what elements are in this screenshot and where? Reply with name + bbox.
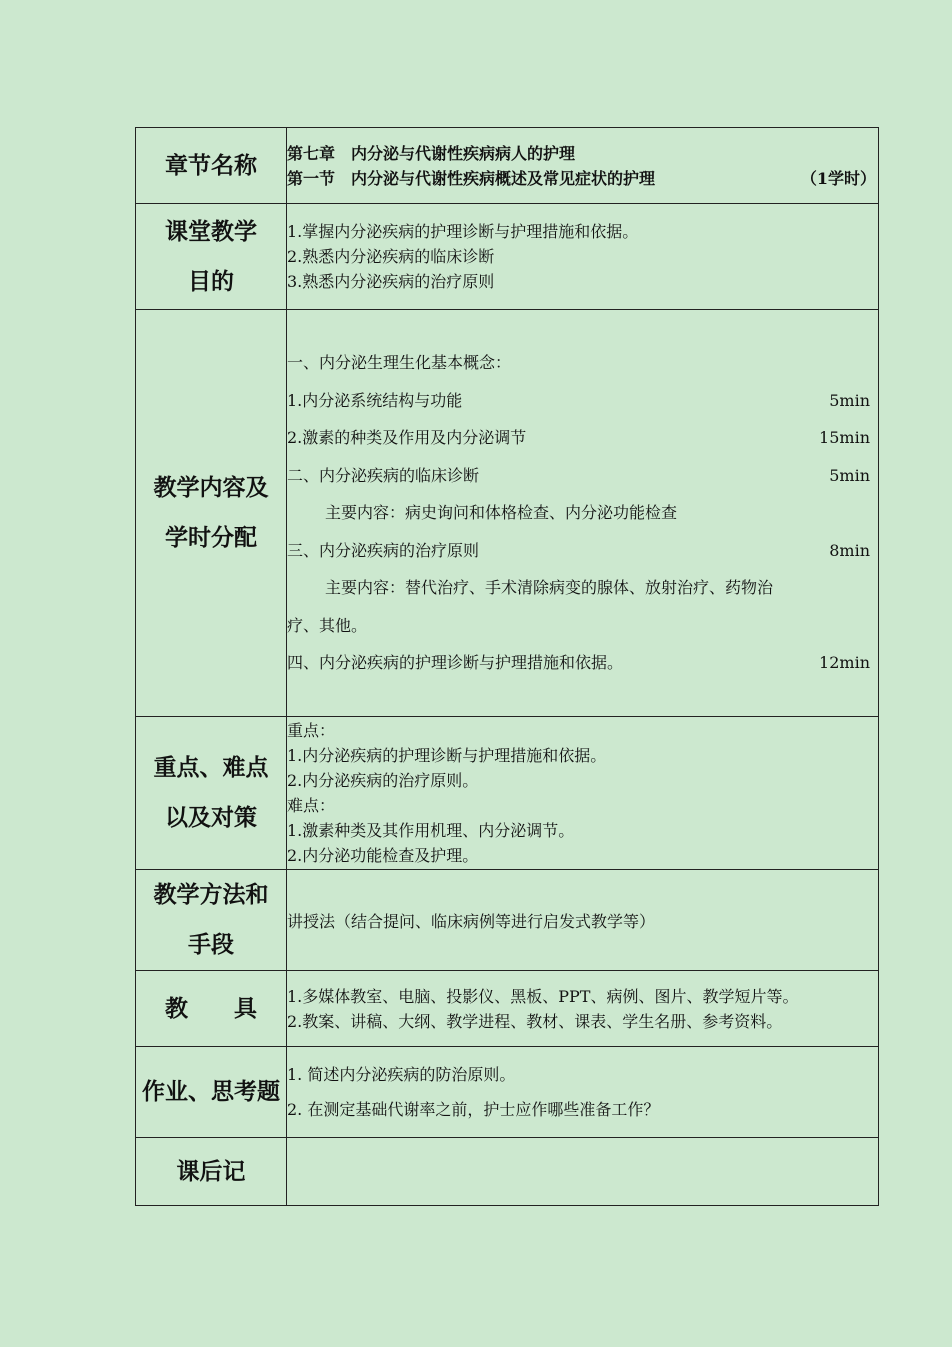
title-row xyxy=(136,128,879,204)
goals-content xyxy=(287,204,879,310)
section-line xyxy=(287,166,878,191)
keys-row xyxy=(136,717,879,870)
schedule-label-line1: 教学内容及 xyxy=(153,475,269,501)
homework-question: 1. 简述内分泌疾病的防治原则。 xyxy=(287,1065,516,1084)
tools-item: 1.多媒体教室、电脑、投影仪、黑板、PPT、病例、图片、教学短片等。 xyxy=(287,986,799,1006)
title-content xyxy=(287,128,879,204)
schedule-detail: 主要内容：替代治疗、手术清除病变的腺体、放射治疗、药物治 xyxy=(325,578,774,598)
tools-row xyxy=(136,971,879,1047)
schedule-item-text: 四、内分泌疾病的护理诊断与护理措施和依据。 xyxy=(287,653,624,673)
chapter-title: 第七章 内分泌与代谢性疾病病人的护理 xyxy=(287,143,576,163)
notes-label: 课后记 xyxy=(136,1138,287,1206)
schedule-heading-2 xyxy=(287,457,878,495)
goals-row xyxy=(136,204,879,310)
schedule-item-time: 12min xyxy=(819,653,870,673)
tools-content xyxy=(287,971,879,1047)
method-text: 讲授法（结合提问、临床病例等进行启发式教学等） xyxy=(287,911,656,931)
schedule-heading-3 xyxy=(287,532,878,570)
schedule-detail: 主要内容：病史询问和体格检查、内分泌功能检查 xyxy=(325,503,678,523)
key-item: 2.内分泌疾病的治疗原则。 xyxy=(287,771,479,790)
schedule-item-time: 8min xyxy=(829,540,870,560)
tools-label: 教 具 xyxy=(136,971,287,1047)
key-item: 1.内分泌疾病的护理诊断与护理措施和依据。 xyxy=(287,746,607,765)
method-content xyxy=(287,870,879,971)
homework-row xyxy=(136,1047,879,1138)
goals-label xyxy=(136,204,287,310)
method-label xyxy=(136,870,287,971)
keys-label xyxy=(136,717,287,870)
schedule-row xyxy=(136,310,879,717)
goal-item: 2.熟悉内分泌疾病的临床诊断 xyxy=(287,247,495,266)
method-label-line1: 教学方法和 xyxy=(153,882,269,908)
goals-label-line2: 目的 xyxy=(188,268,234,295)
key-title: 重点： xyxy=(287,721,336,740)
schedule-item-time: 5min xyxy=(829,465,870,485)
homework-label: 作业、思考题 xyxy=(136,1047,287,1138)
schedule-detail-cont: 疗、其他。 xyxy=(287,615,368,635)
goal-item: 3.熟悉内分泌疾病的治疗原则 xyxy=(287,272,495,291)
schedule-item-text: 1.内分泌系统结构与功能 xyxy=(287,390,463,410)
title-label: 章节名称 xyxy=(136,128,287,204)
schedule-content xyxy=(287,310,879,717)
homework-question: 2. 在测定基础代谢率之前，护士应作哪些准备工作？ xyxy=(287,1100,660,1119)
difficulty-item: 2.内分泌功能检查及护理。 xyxy=(287,846,479,865)
notes-content xyxy=(287,1138,879,1206)
notes-row xyxy=(136,1138,879,1206)
schedule-item-text: 2.激素的种类及作用及内分泌调节 xyxy=(287,428,527,448)
goals-label-line1: 课堂教学 xyxy=(165,218,257,245)
keys-label-line2: 以及对策 xyxy=(165,805,257,831)
difficulty-item: 1.激素种类及其作用机理、内分泌调节。 xyxy=(287,821,575,840)
lesson-plan-table xyxy=(135,127,879,1206)
homework-content xyxy=(287,1047,879,1138)
section-title: 第一节 内分泌与代谢性疾病概述及常见症状的护理 xyxy=(287,168,656,188)
goal-item: 1.掌握内分泌疾病的护理诊断与护理措施和依据。 xyxy=(287,222,639,241)
schedule-heading-1: 一、内分泌生理生化基本概念： xyxy=(287,353,512,373)
method-label-line2: 手段 xyxy=(188,932,234,958)
schedule-item-time: 5min xyxy=(829,390,870,410)
schedule-item xyxy=(287,419,878,457)
schedule-item-text: 三、内分泌疾病的治疗原则 xyxy=(287,540,480,560)
tools-item: 2.教案、讲稿、大纲、教学进程、教材、课表、学生名册、参考资料。 xyxy=(287,1011,783,1031)
schedule-item xyxy=(287,382,878,420)
keys-content xyxy=(287,717,879,870)
hours-badge: （1学时） xyxy=(800,168,876,188)
keys-label-line1: 重点、难点 xyxy=(153,755,269,781)
schedule-label xyxy=(136,310,287,717)
schedule-label-line2: 学时分配 xyxy=(165,525,257,551)
schedule-item-time: 15min xyxy=(819,428,870,448)
method-row xyxy=(136,870,879,971)
difficulty-title: 难点： xyxy=(287,796,336,815)
schedule-heading-4 xyxy=(287,644,878,682)
schedule-item-text: 二、内分泌疾病的临床诊断 xyxy=(287,465,480,485)
